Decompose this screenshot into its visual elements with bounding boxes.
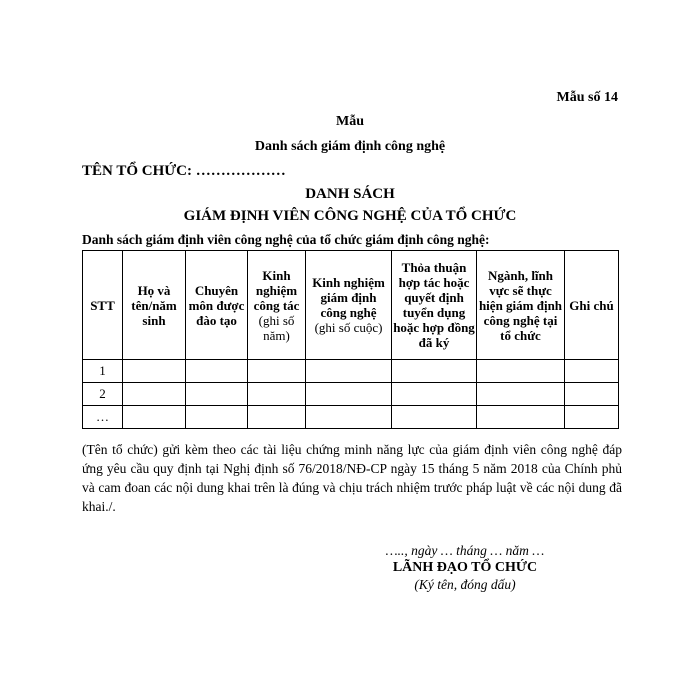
document-title: DANH SÁCH <box>305 186 395 202</box>
table-cell <box>477 383 565 406</box>
table-row <box>83 383 619 406</box>
table-cell <box>123 406 186 429</box>
row-number: 2 <box>83 383 123 406</box>
column-header-name: Họ và tên/năm sinh <box>123 251 186 360</box>
table-cell <box>392 383 477 406</box>
table-cell <box>306 406 392 429</box>
table-cell <box>392 360 477 383</box>
column-header-notes: Ghi chú <box>565 251 619 360</box>
column-note-years: (ghi số năm) <box>258 312 295 343</box>
commitment-statement: (Tên tổ chức) gửi kèm theo các tài liệu chứng minh năng lực của giám định viên công nghệ đáp ứng yêu cầu quy định tại Nghị định số 76/2018/NĐ-CP ngày 15 tháng 5 năm 2018 của Chính phủ và cam đoan các nội dung khai trên là đúng và chịu trách nhiệm trước pháp luật về các nội dung đã khai./. <box>82 442 622 514</box>
column-header-field: Ngành, lĩnh vực sẽ thực hiện giám định công nghệ tại tổ chức <box>477 251 565 360</box>
row-number: … <box>83 406 123 429</box>
signature-note: (Ký tên, đóng dấu) <box>414 577 516 592</box>
column-header-agreement: Thỏa thuận hợp tác hoặc quyết định tuyển dụng hoặc hợp đồng đã ký <box>392 251 477 360</box>
column-header-work-experience: Kinh nghiệm công tác (ghi số năm) <box>248 251 306 360</box>
table-cell <box>186 360 248 383</box>
row-number: 1 <box>83 360 123 383</box>
leader-title: LÃNH ĐẠO TỔ CHỨC <box>392 560 538 575</box>
table-cell <box>186 383 248 406</box>
table-cell <box>186 406 248 429</box>
table-row <box>83 406 619 429</box>
table-cell <box>565 360 619 383</box>
form-subtitle: Danh sách giám định công nghệ <box>254 139 446 154</box>
form-label: Mẫu <box>336 114 364 129</box>
column-header-inspection-experience: Kinh nghiệm giám định công nghệ (ghi số cuộc) <box>306 251 392 360</box>
table-cell <box>477 406 565 429</box>
table-cell <box>248 383 306 406</box>
inspector-table <box>82 250 619 429</box>
table-cell <box>306 383 392 406</box>
table-cell <box>123 360 186 383</box>
form-number: Mẫu số 14 <box>556 90 618 105</box>
table-cell <box>477 360 565 383</box>
table-row <box>83 360 619 383</box>
table-cell <box>565 406 619 429</box>
column-header-specialty: Chuyên môn được đào tạo <box>186 251 248 360</box>
date-line: ….., ngày … tháng … năm … <box>385 543 545 558</box>
table-cell <box>248 360 306 383</box>
table-cell <box>392 406 477 429</box>
table-cell <box>306 360 392 383</box>
document-subtitle: GIÁM ĐỊNH VIÊN CÔNG NGHỆ CỦA TỔ CHỨC <box>183 208 517 224</box>
table-cell <box>248 406 306 429</box>
table-header-row <box>83 251 619 360</box>
table-caption: Danh sách giám định viên công nghệ của tổ chức giám định công nghệ: <box>82 232 490 247</box>
table-cell <box>123 383 186 406</box>
table-cell <box>565 383 619 406</box>
organization-line: TÊN TỔ CHỨC: ……………… <box>82 163 286 179</box>
column-header-stt: STT <box>83 251 123 360</box>
column-note-count: (ghi số cuộc) <box>314 320 383 335</box>
